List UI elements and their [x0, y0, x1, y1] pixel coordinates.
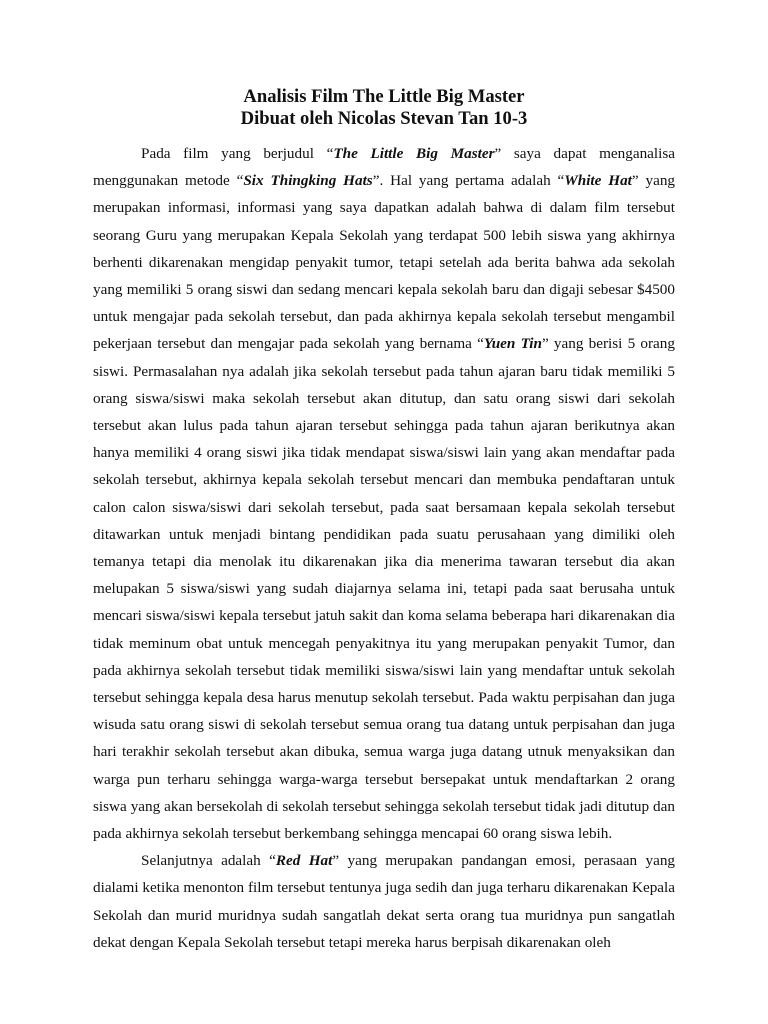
paragraph-text: ” yang berisi 5 orang siswi. Permasalahan nya adalah jika sekolah tersebut pada tahun ajaran baru tidak memiliki 5 orang siswa/siswi maka sekolah tersebut akan ditutup, dan satu orang siswi dari sekolah tersebut akan lulus pada tahun ajaran tersebut sehingga pada tahun ajaran berikutnya akan hanya memiliki 4 orang siswi jika tidak mendapat siswa/siswi lain yang akan mendaftar pada sekolah tersebut, akhirnya kepala sekolah tersebut mencari dan membuka pendaftaran untuk calon calon siswa/siswi dari sekolah tersebut, pada saat bersamaan kepala sekolah tersebut ditawarkan untuk menjadi bintang pendidikan pada suatu perusahaan yang dimiliki oleh temanya tetapi dia menolak itu dikarenakan jika dia menerima tawaran tersebut dia akan melupakan 5 siswa/siswi yang sudah diajarnya selama ini, tetapi pada saat berusaha untuk mencari siswa/siswi kepala tersebut jatuh sakit dan koma selama beberapa hari dikarenakan dia tidak meminum obat untuk mencegah penyakitnya itu yang merupakan penyakit Tumor, dan pada akhirnya sekolah tersebut tidak memiliki siswa/siswi lain yang mendaftar untuk sekolah tersebut sehingga kepala desa harus menutup sekolah tersebut. Pada waktu perpisahan dan juga wisuda satu orang siswi di sekolah tersebut semua orang tua datang untuk perpisahan dan juga hari terakhir sekolah tersebut akan dibuka, semua warga juga datang utnuk menyaksikan dan warga pun terharu sehingga warga-warga tersebut bersepakat untuk mendaftarkan 2 orang siswa yang akan bersekolah di sekolah tersebut sehingga sekolah tersebut tidak jadi ditutup dan pada akhirnya sekolah tersebut berkembang sehingga mencapai 60 orang siswa lebih. — [93, 335, 675, 843]
document-title — [93, 86, 675, 130]
title-line-2: Dibuat oleh Nicolas Stevan Tan 10-3 — [240, 108, 528, 129]
paragraph-white-hat — [93, 140, 675, 847]
document-page — [93, 86, 675, 956]
document-body — [93, 140, 675, 956]
film-title-emphasis: The Little Big Master — [333, 145, 495, 162]
school-name-emphasis: Yuen Tin — [483, 335, 542, 353]
paragraph-text: Pada film yang berjudul “ — [141, 145, 334, 162]
paragraph-text: ” yang merupakan informasi, informasi yang saya dapatkan adalah bahwa di dalam film tersebut seorang Guru yang merupakan Kepala Sekolah yang terdapat 500 lebih siswa yang akhirnya berhenti dikarenakan mengidap penyakit tumor, tetapi setelah ada berita bahwa ada sekolah yang memiliki 5 orang siswi dan sedang mencari kepala sekolah baru dan digaji sebesar $4500 untuk mengajar pada sekolah tersebut, dan pada akhirnya kepala sekolah tersebut mengambil pekerjaan tersebut dan mengajar pada sekolah yang bernama “ — [93, 172, 676, 353]
method-name-emphasis: Six Thingking Hats — [243, 172, 373, 190]
white-hat-emphasis: White Hat — [564, 172, 632, 190]
paragraph-red-hat — [93, 847, 675, 956]
paragraph-text: Selanjutnya adalah “ — [141, 852, 276, 870]
red-hat-emphasis: Red Hat — [275, 852, 333, 870]
paragraph-text: ” yang merupakan pandangan emosi, perasaan yang dialami ketika menonton film tersebut tentunya juga sedih dan juga terharu dikarenakan Kepala Sekolah dan murid muridnya sudah sangatlah dekat serta orang tua muridnya pun sangatlah dekat dengan Kepala Sekolah tersebut tetapi mereka harus berpisah dikarenakan oleh — [93, 852, 676, 951]
paragraph-text: ” saya dapat menganalisa menggunakan metode “ — [93, 145, 675, 190]
title-line-1: Analisis Film The Little Big Master — [243, 86, 525, 107]
paragraph-text: ”. Hal yang pertama adalah “ — [372, 172, 565, 190]
